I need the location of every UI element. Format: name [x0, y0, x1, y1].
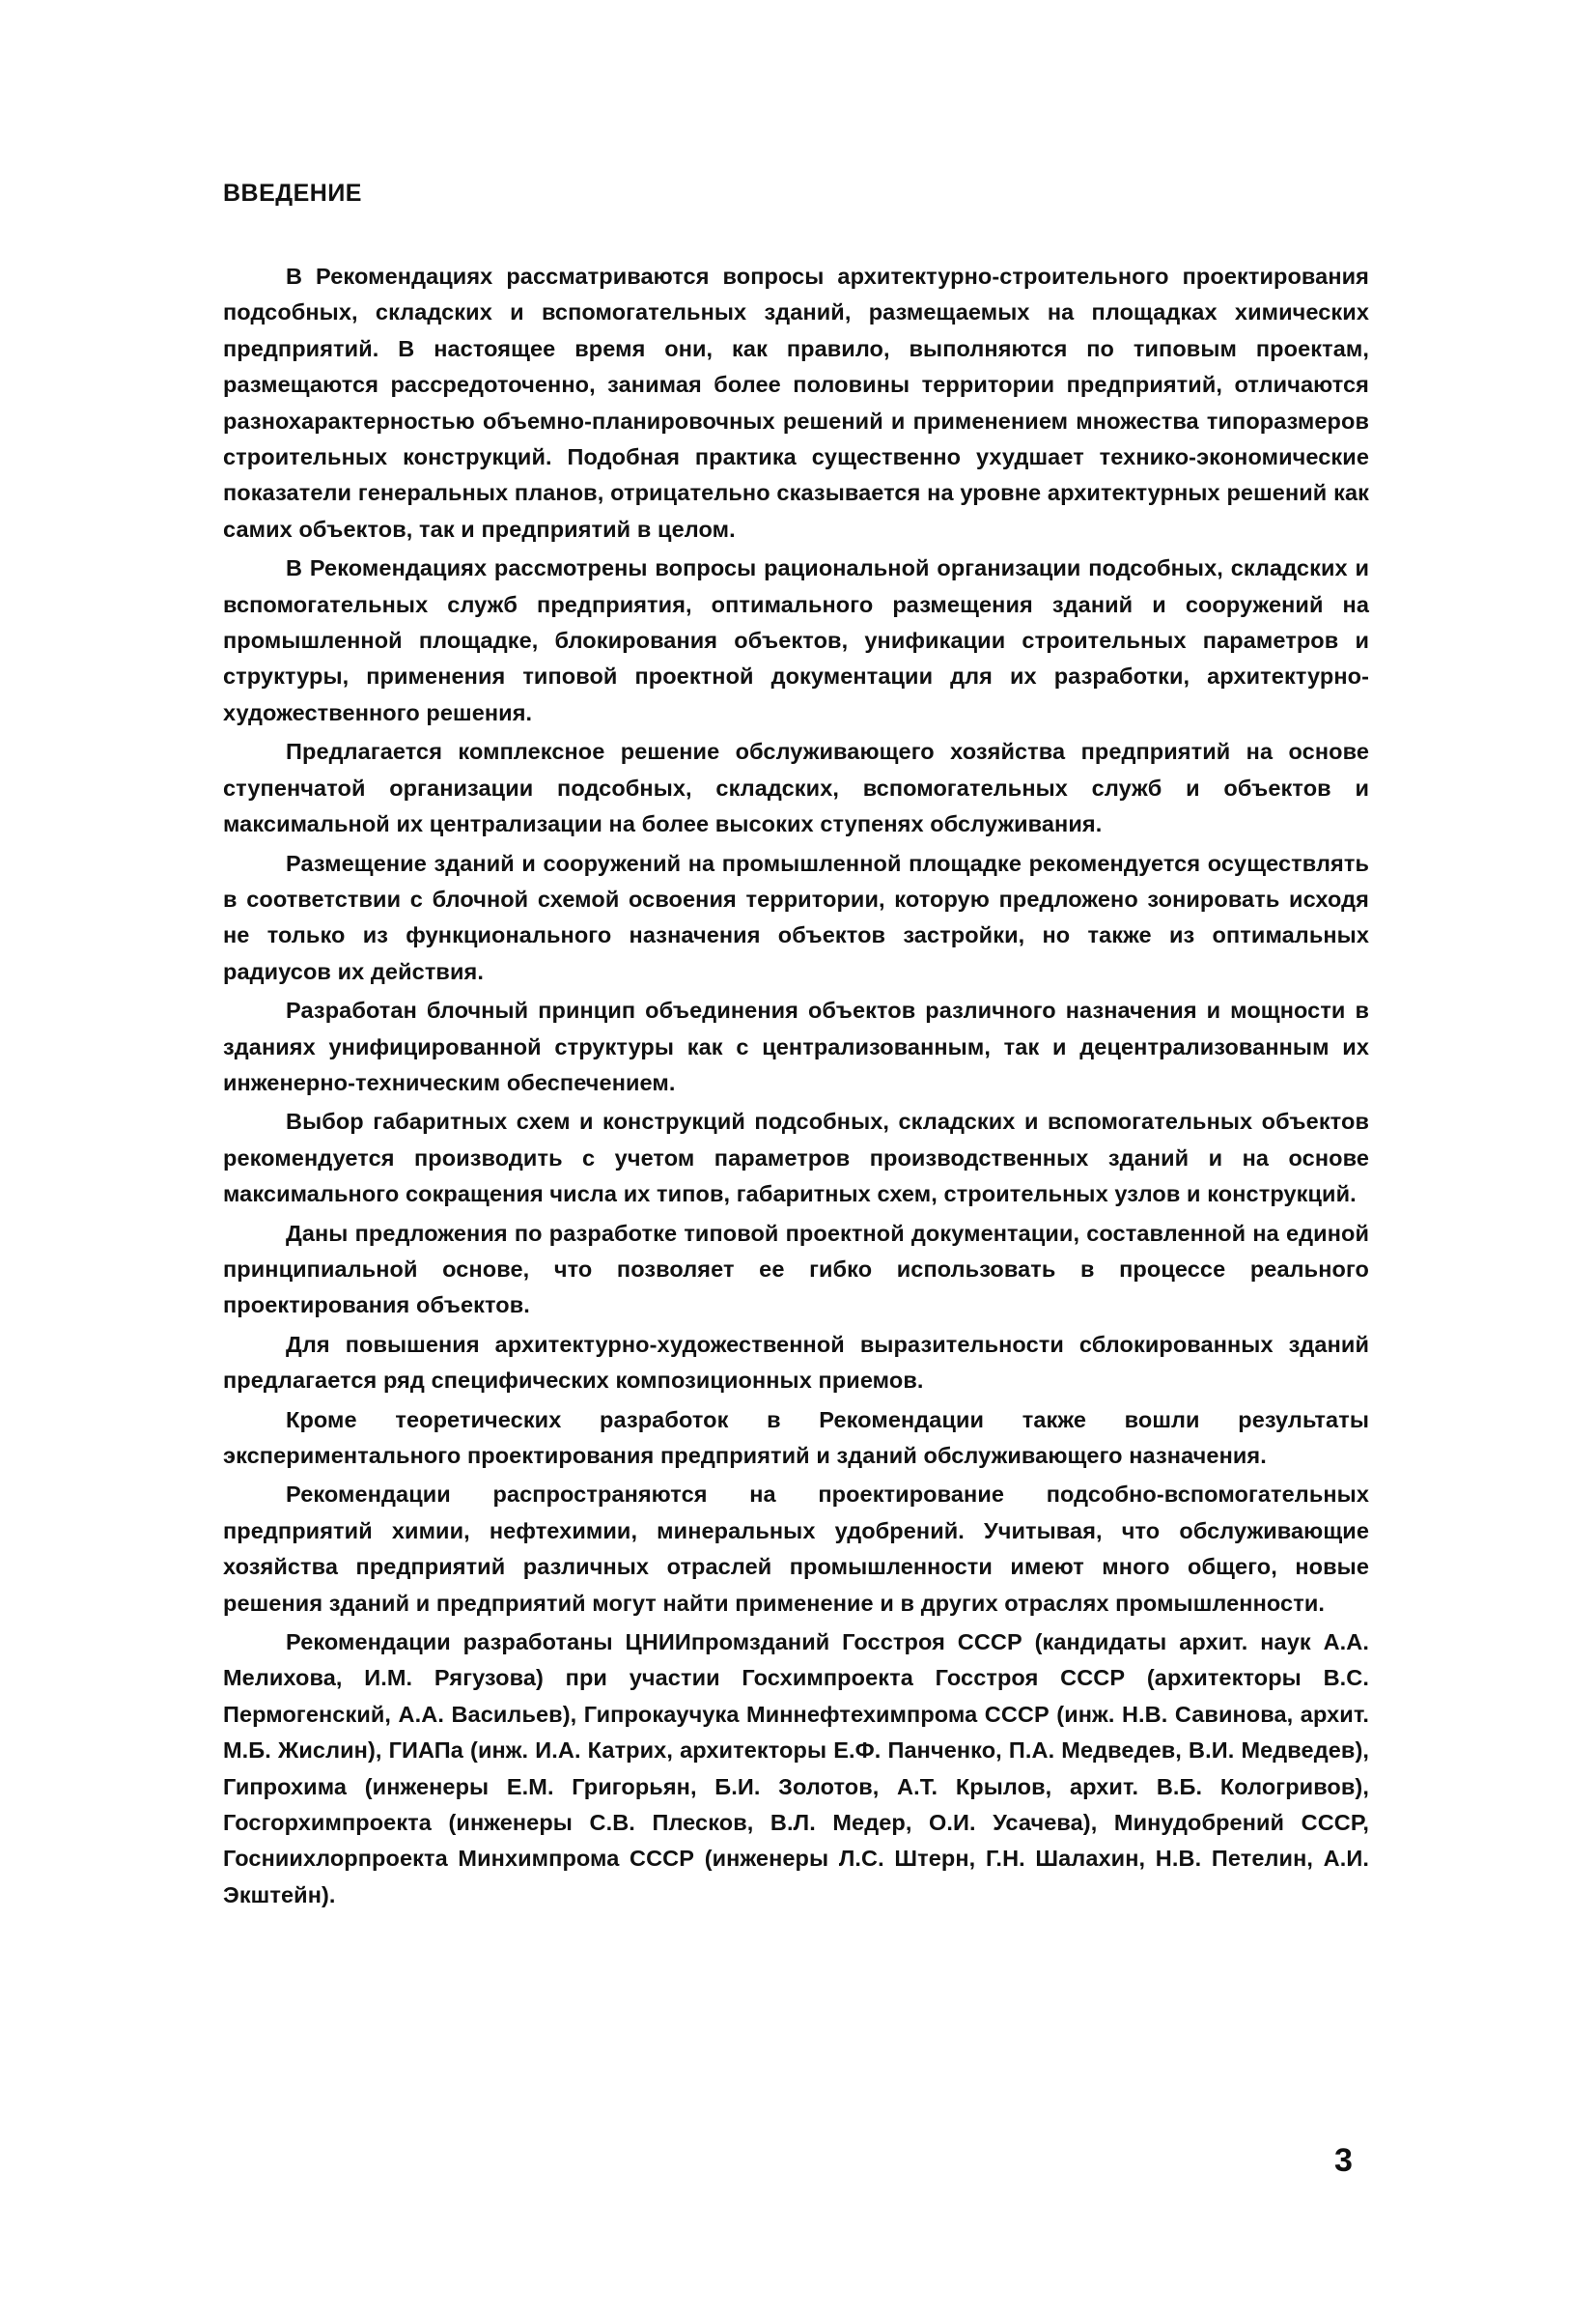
body-text	[223, 259, 1369, 1916]
paragraph-9: Кроме теоретических разработок в Рекомендации также вошли результаты экспериментального проектирования предприятий и зданий обслуживающего назначения.	[223, 1406, 1369, 1468]
paragraph-8: Для повышения архитектурно-художественной выразительности сблокированных зданий предлагается ряд специфических композиционных приемов.	[223, 1331, 1369, 1394]
paragraph-6: Выбор габаритных схем и конструкций подсобных, складских и вспомогательных объектов рекомендуется производить с учетом параметров производственных зданий и на основе максимального сокращения числа их типов, габаритных схем, строительных узлов и конструкций.	[223, 1109, 1369, 1207]
paragraph-7: Даны предложения по разработке типовой проектной документации, составленной на единой принципиальной основе, что позволяет ее гибко использовать в процессе реального проектирования объектов.	[223, 1220, 1369, 1318]
paragraph-3: Предлагается комплексное решение обслуживающего хозяйства предприятий на основе ступенчатой организации подсобных, складских, вспомогательных служб и объектов и максимальной их централизации на более высоких ступенях обслуживания.	[223, 739, 1369, 837]
paragraph-1: В Рекомендациях рассматриваются вопросы архитектурно-строительного проектирования подсобных, складских и вспомогательных зданий, размещаемых на площадках химических предприятий. В настоящее время они, как правило, выполняются по типовым проектам, размещаются рассредоточенно, занимая более половины территории предприятий, отличаются разнохарактерностью объемно-планировочных решений и применением множества типоразмеров строительных конструкций. Подобная практика существенно ухудшает технико-экономические показатели генеральных планов, отрицательно сказывается на уровне архитектурных решений как самих объектов, так и предприятий в целом.	[223, 264, 1369, 542]
paragraph-10: Рекомендации распространяются на проектирование подсобно-вспомогательных предприятий химии, нефтехимии, минеральных удобрений. Учитывая, что обслуживающие хозяйства предприятий различных отраслей промышленности имеют много общего, новые решения зданий и предприятий могут найти применение и в других отраслях промышленности.	[223, 1482, 1369, 1616]
paragraph-2: В Рекомендациях рассмотрены вопросы рациональной организации подсобных, складских и вспомогательных служб предприятия, оптимального размещения зданий и сооружений на промышленной площадке, блокирования объектов, унификации строительных параметров и структуры, применения типовой проектной документации для их разработки, архитектурно-художественного решения.	[223, 555, 1369, 725]
page-number: 3	[1334, 2142, 1353, 2179]
paragraph-11: Рекомендации разработаны ЦНИИпромзданий Госстроя СССР (кандидаты архит. наук А.А. Мелихова, И.М. Рягузова) при участии Госхимпроекта Госстроя СССР (архитекторы В.С. Пермогенский, А.А. Васильев), Гипрокаучука Миннефтехимпрома СССР (инж. Н.В. Савинова, архит. М.Б. Жислин), ГИАПа (инж. И.А. Катрих, архитекторы Е.Ф. Панченко, П.А. Медведев, В.И. Медведев), Гипрохима (инженеры Е.М. Григорьян, Б.И. Золотов, А.Т. Крылов, архит. В.Б. Кологривов), Госгорхимпроекта (инженеры С.В. Плесков, В.Л. Медер, О.И. Усачева), Минудобрений СССР, Госниихлорпроекта Минхимпрома СССР (инженеры Л.С. Штерн, Г.Н. Шалахин, Н.В. Петелин, А.И. Экштейн).	[223, 1629, 1369, 1907]
paragraph-5: Разработан блочный принцип объединения объектов различного назначения и мощности в зданиях унифицированной структуры как с централизованным, так и децентрализованным их инженерно-техническим обеспечением.	[223, 998, 1369, 1095]
section-heading: ВВЕДЕНИЕ	[223, 180, 362, 207]
paragraph-4: Размещение зданий и сооружений на промышленной площадке рекомендуется осуществлять в соответствии с блочной схемой освоения территории, которую предложено зонировать исходя не только из функционального назначения объектов застройки, но также из оптимальных радиусов их действия.	[223, 850, 1369, 984]
